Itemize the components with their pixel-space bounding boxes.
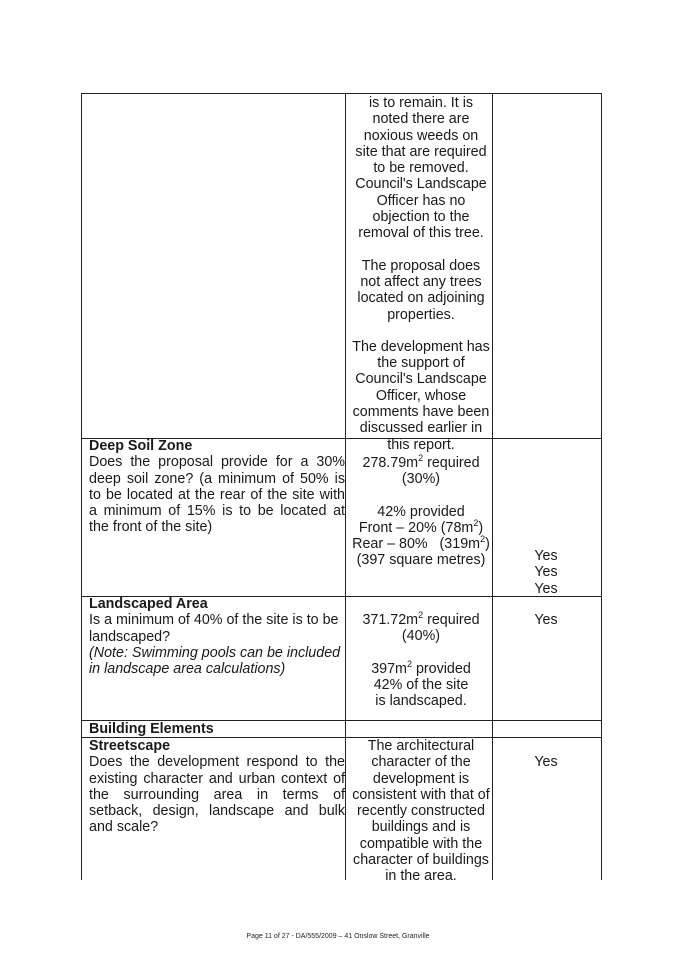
deep-soil-required-suffix: required [423, 455, 480, 471]
deep-soil-required-value: 278.79m [362, 455, 419, 471]
deep-soil-rear [352, 536, 490, 552]
deep-soil-rear-sup: 2 [480, 534, 486, 545]
deep-soil-total: (397 square metres) [356, 552, 486, 569]
building-elements-heading: Building Elements [89, 721, 214, 737]
deep-soil-compliance-2: Yes [534, 564, 558, 581]
table-border-right [601, 93, 602, 880]
landscaped-comment-cell [352, 612, 490, 709]
landscaped-required-pct: (40%) [401, 628, 441, 645]
deep-soil-requirement-cell [89, 438, 345, 536]
streetscape-response: The architectural character of the development is consistent with that of recently constructed buildings and is compatible with the character of buildings in the area. [352, 738, 490, 885]
table-top-border [81, 93, 602, 94]
streetscape-comment-cell [352, 738, 490, 885]
page-footer: Page 11 of 27 - DA/555/2009 – 41 Onslow Street, Granville [246, 933, 430, 940]
deep-soil-front-text: Front – 20% (78m [358, 519, 474, 536]
landscaped-required-suffix: required [423, 612, 480, 628]
streetscape-compliance-cell [498, 754, 594, 770]
landscaped-requirement-cell [89, 596, 345, 677]
landscaped-heading: Landscaped Area [89, 596, 208, 612]
landscaped-provided-sup: 2 [406, 658, 412, 669]
deep-soil-required-pct: (30%) [401, 471, 441, 488]
column-divider-2 [492, 93, 493, 880]
deep-soil-compliance-1: Yes [534, 548, 558, 564]
landscaped-compliance-cell [498, 612, 594, 628]
landscaped-provided-suffix: provided [411, 660, 471, 677]
streetscape-question: Does the development respond to the existing character and urban context of the surrounding area in terms of setback, design, landscape and bulk and scale? [89, 754, 345, 836]
deep-soil-front-sup: 2 [473, 518, 479, 529]
deep-soil-comment-cell [352, 455, 490, 569]
deep-soil-rear-text: Rear – 80% (319m [352, 536, 481, 553]
deep-soil-heading: Deep Soil Zone [89, 438, 193, 454]
deep-soil-required-sup: 2 [418, 453, 424, 464]
streetscape-requirement-cell [89, 738, 345, 836]
landscaped-question: Is a minimum of 40% of the site is to be landscaped? [89, 612, 339, 645]
tree-paragraph-2: The proposal does not affect any trees located on adjoining properties. [357, 257, 485, 323]
deep-soil-question: Does the proposal provide for a 30% deep soil zone? (a minimum of 50% is to be located at the rear of the site with a minimum of 15% is to be located at the front of the site) [89, 454, 345, 536]
deep-soil-required [352, 455, 490, 471]
column-divider-1 [345, 93, 346, 880]
deep-soil-front [352, 520, 490, 536]
landscaped-provided-pct: 42% of the site is landscaped. [373, 676, 469, 710]
deep-soil-compliance-3: Yes [534, 580, 558, 597]
deep-soil-compliance-cell [498, 548, 594, 597]
table-border-left [81, 93, 82, 880]
deep-soil-provided: 42% provided [377, 503, 465, 520]
deep-soil-rear-close: ) [485, 536, 490, 553]
streetscape-heading: Streetscape [89, 738, 171, 754]
tree-paragraph-3: The development has the support of Council's Landscape Officer, whose comments have been discussed earlier in this report. [352, 338, 490, 453]
landscaped-provided [352, 658, 490, 677]
streetscape-compliance: Yes [534, 754, 558, 770]
landscaped-required [352, 612, 490, 628]
landscaped-required-sup: 2 [418, 610, 424, 621]
landscaped-note: (Note: Swimming pools can be included in landscape area calculations) [89, 644, 341, 678]
deep-soil-front-close: ) [478, 519, 484, 536]
tree-paragraph-1: is to remain. It is noted there are noxious weeds on site that are required to be removed. Council's Landscape Officer has no objection to the removal of this tree. [355, 95, 487, 242]
landscaped-required-value: 371.72m [362, 612, 419, 628]
tree-comment-cell [352, 95, 490, 453]
landscaped-compliance: Yes [534, 612, 558, 628]
landscaped-provided-value: 397m [371, 660, 407, 677]
